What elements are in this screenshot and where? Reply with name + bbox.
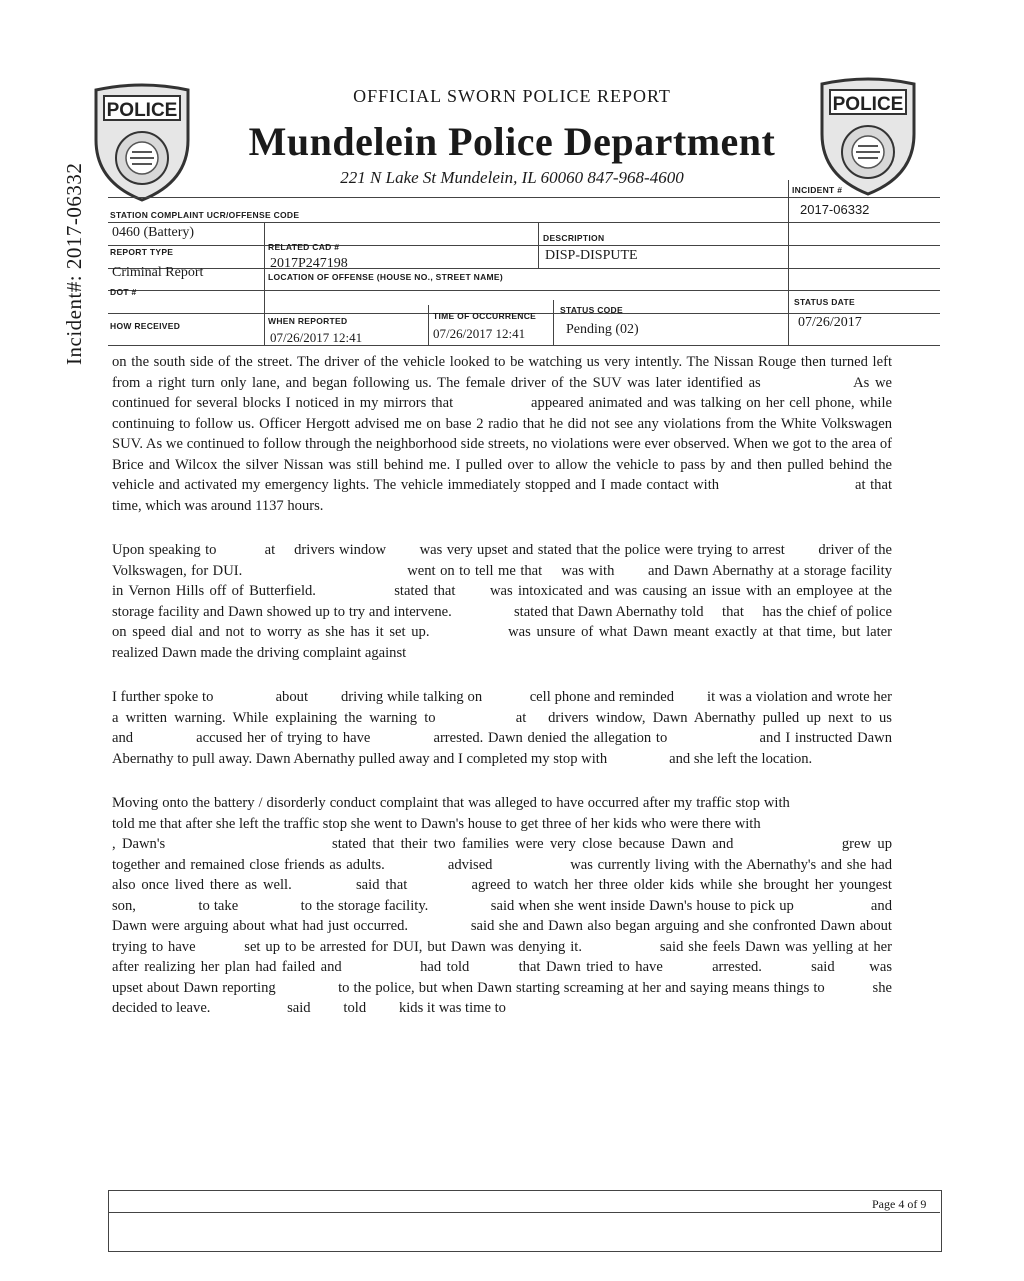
related-cad-value: 2017P247198 bbox=[270, 256, 348, 271]
narrative-paragraph: Moving onto the battery / disorderly conduct complaint that was alleged to have occurred after my traffic stop with told me that after she left the traffic stop she went to Dawn's house to get three of her kids who were there with , Dawn's stated that their two families were very close because Dawn and grew up together and remained close friends as adults. advised was currently living with the Abernathy's and she had also once lived there as well. said that agreed to watch her three older kids while she brought her youngest son, to take to the storage facility. said when she went inside Dawn's house to pick up and Dawn were arguing about what had just occurred. said she and Dawn also began arguing and she confronted Dawn about trying to have set up to be arrested for DUI, but Dawn was denying it. said she feels Dawn was yelling at her after realizing her plan had failed and had told that Dawn tried to have arrested. said was upset about Dawn reporting to the police, but when Dawn starting screaming at her and saying means things to she decided to leave. said told kids it was time to bbox=[112, 795, 892, 1016]
narrative-paragraph: Upon speaking to at drivers window was very upset and stated that the police were trying to arrest driver of the Volkswagen, for DUI. went on to tell me that was with and Dawn Abernathy at a storage facility in Vernon Hills off of Butterfield. stated that was intoxicated and was causing an issue with an employee at the storage facility and Dawn showed up to try and intervene. stated that Dawn Abernathy told that has the chief of police on speed dial and not to worry as she has it set up. was unsure of what Dawn meant exactly at that time, but later realized Dawn made the driving complaint against bbox=[112, 542, 892, 661]
report-type-label: REPORT TYPE bbox=[110, 247, 174, 257]
dot-label: DOT # bbox=[110, 287, 137, 297]
report-type-value: Criminal Report bbox=[112, 265, 204, 280]
how-received-label: HOW RECEIVED bbox=[110, 321, 181, 331]
incident-number-value: 2017-06332 bbox=[800, 202, 870, 217]
form-divider bbox=[538, 222, 539, 268]
station-complaint-value: 0460 (Battery) bbox=[112, 225, 195, 240]
status-code-value: Pending (02) bbox=[566, 322, 639, 337]
department-address: 221 N Lake St Mundelein, IL 60060 847-968-4600 bbox=[340, 168, 684, 187]
incident-number-label: INCIDENT # bbox=[792, 185, 843, 195]
status-code-label: STATUS CODE bbox=[560, 305, 623, 315]
location-of-offense-label: LOCATION OF OFFENSE (HOUSE NO., STREET NAME) bbox=[268, 272, 503, 282]
page-number: Page 4 of 9 bbox=[872, 1197, 927, 1211]
narrative-body bbox=[112, 352, 892, 1043]
status-date-label: STATUS DATE bbox=[794, 297, 855, 307]
description-label: DESCRIPTION bbox=[543, 233, 605, 243]
time-of-occurrence-label: TIME OF OCCURRENCE bbox=[433, 311, 537, 321]
when-reported-label: WHEN REPORTED bbox=[268, 316, 348, 326]
report-title: OFFICIAL SWORN POLICE REPORT bbox=[353, 86, 671, 106]
form-line bbox=[108, 222, 940, 223]
badge-right-police-text: POLICE bbox=[832, 94, 904, 115]
department-name: Mundelein Police Department bbox=[248, 119, 776, 164]
form-bottom-line bbox=[108, 345, 940, 346]
form-line bbox=[108, 290, 940, 291]
form-top-line bbox=[108, 197, 940, 198]
station-complaint-label: STATION COMPLAINT UCR/OFFENSE CODE bbox=[110, 210, 300, 220]
badge-left-police-text: POLICE bbox=[106, 100, 178, 121]
form-divider bbox=[553, 300, 554, 345]
form-divider bbox=[788, 180, 789, 345]
when-reported-value: 07/26/2017 12:41 bbox=[270, 330, 363, 345]
side-incident-number: Incident#: 2017-06332 bbox=[62, 162, 86, 365]
narrative-paragraph: I further spoke to about driving while talking on cell phone and reminded it was a violation and wrote her a written warning. While explaining the warning to at drivers window, Dawn Abernathy pulled up next to us and accused her of trying to have arrested. Dawn denied the allegation to and I instructed Dawn Abernathy to pull away. Dawn Abernathy pulled away and I completed my stop with and she left the location. bbox=[112, 689, 892, 767]
form-line bbox=[108, 245, 940, 246]
status-date-value: 07/26/2017 bbox=[798, 315, 862, 330]
description-value: DISP-DISPUTE bbox=[545, 248, 638, 263]
form-divider bbox=[264, 222, 265, 345]
form-divider bbox=[428, 305, 429, 345]
time-of-occurrence-value: 07/26/2017 12:41 bbox=[433, 326, 526, 341]
footer-box bbox=[108, 1190, 942, 1252]
footer-line bbox=[108, 1212, 940, 1213]
form-line bbox=[108, 268, 940, 269]
related-cad-label: RELATED CAD # bbox=[268, 242, 340, 252]
narrative-paragraph: on the south side of the street. The driver of the vehicle looked to be watching us very intently. The Nissan Rouge then turned left from a right turn only lane, and began following us. The female driver of the SUV was later identified as As we continued for several blocks I noticed in my mirrors that appeared animated and was talking on her cell phone, while continuing to follow us. Officer Hergott advised me on base 2 radio that he did not see any violations from the White Volkswagen SUV. As we continued to follow through the neighborhood side streets, no violations were ever observed. When we got to the area of Brice and Wilcox the silver Nissan was still behind me. I pulled over to allow the vehicle to pass by and then pulled behind the vehicle and activated my emergency lights. The vehicle immediately stopped and I made contact with at that time, which was around 1137 hours. bbox=[112, 354, 892, 514]
